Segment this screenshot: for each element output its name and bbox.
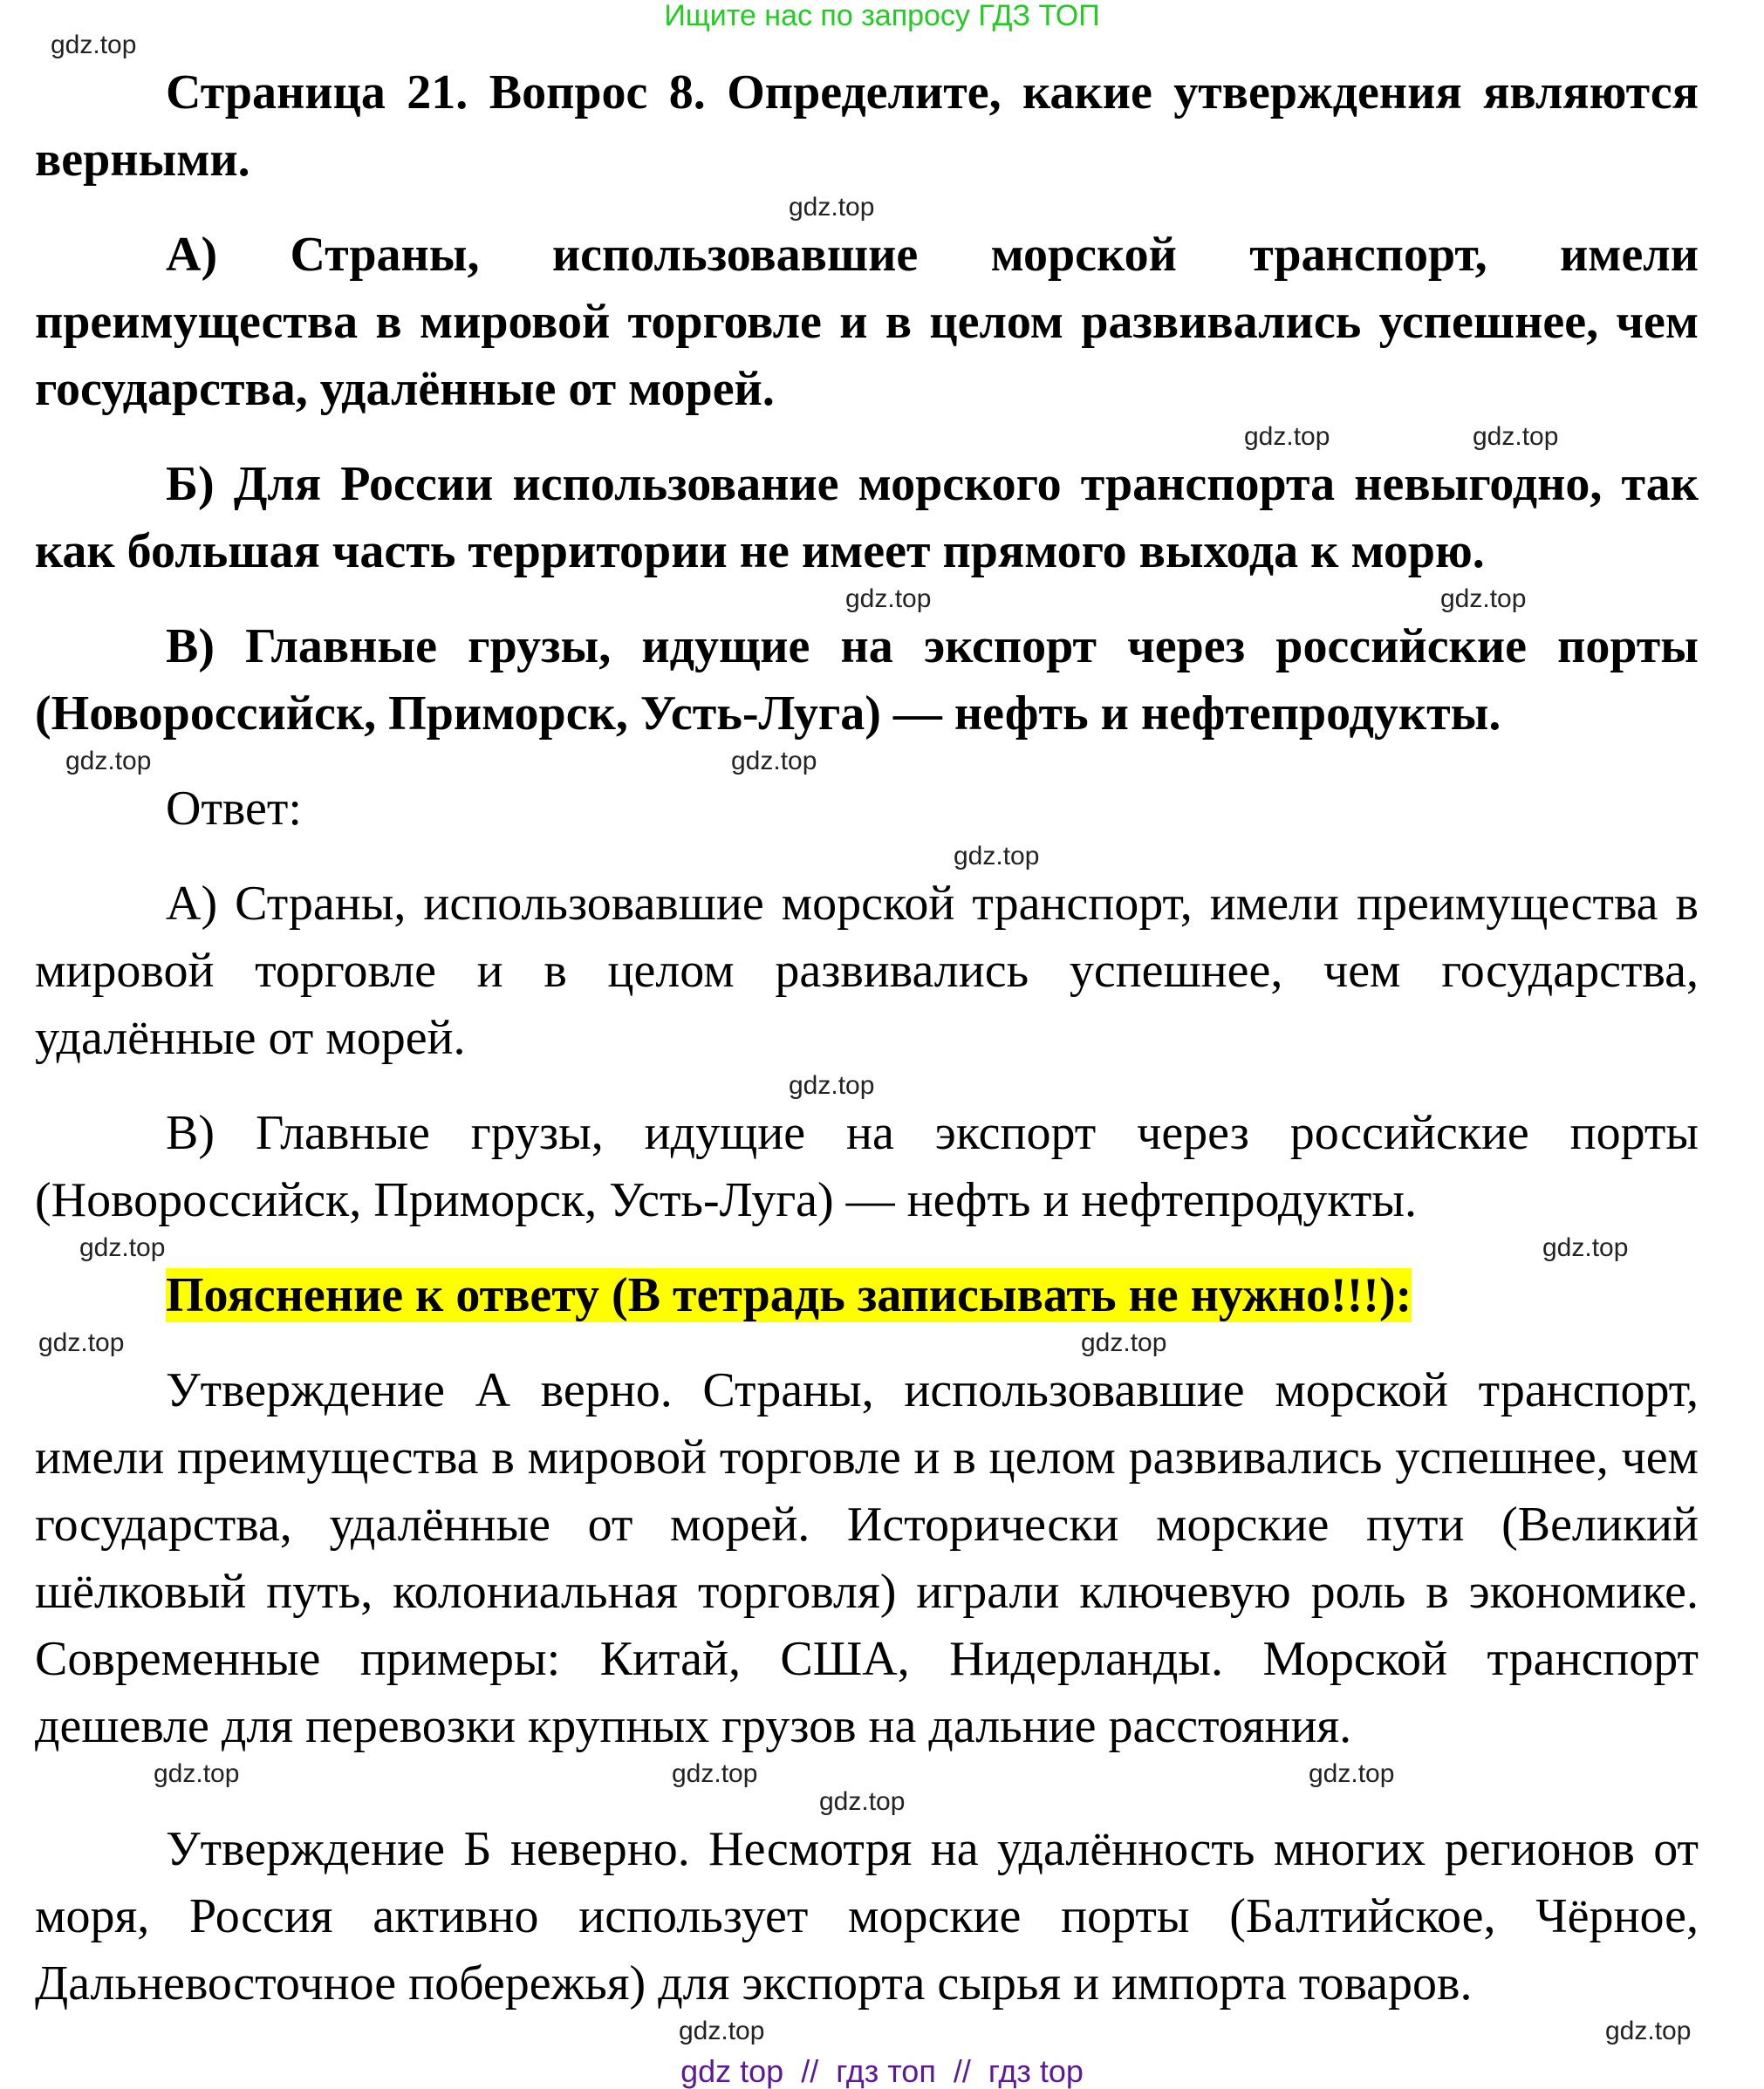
footer-watermark: gdz top // гдз топ // гдз top [680, 2053, 1084, 2089]
watermark-row [35, 748, 1699, 775]
watermark-row [35, 585, 1699, 613]
watermark: gdz.top [1473, 422, 1559, 451]
watermark: gdz.top [789, 193, 875, 222]
watermark: gdz.top [845, 584, 932, 613]
statement-v: В) Главные грузы, идущие на экспорт через российские порты (Новороссийск, Приморск, Усть-Луга) — нефть и нефтепродукты. [35, 619, 1699, 741]
watermark-row [35, 1760, 1699, 1788]
watermark: gdz.top [1605, 2017, 1692, 2045]
watermark-row [35, 31, 1699, 59]
explanation-heading: Пояснение к ответу (В тетрадь записывать не нужно!!!): [166, 1268, 1412, 1322]
answer-label: Ответ: [166, 782, 302, 836]
watermark: gdz.top [819, 1787, 906, 1816]
explanation-heading-line [35, 1262, 1699, 1329]
question-title: Страница 21. Вопрос 8. Определите, какие утверждения являются верными. [35, 65, 1699, 187]
watermark-row [35, 1329, 1699, 1357]
statement-a: А) Страны, использовавшие морской транспорт, имели преимущества в мировой торговле и в целом развивались успешнее, чем государства, удалённые от морей. [35, 228, 1699, 416]
watermark-row [35, 423, 1699, 451]
watermark: gdz.top [1081, 1328, 1167, 1357]
watermark-row [35, 1234, 1699, 1262]
watermark: gdz.top [51, 31, 137, 59]
watermark: gdz.top [65, 747, 152, 775]
explanation-a: Утверждение А верно. Страны, использовавшие морской транспорт, имели преимущества в мировой торговле и в целом развивались успешнее, чем государства, удалённые от морей. Исторически морские пути (Великий шёлковый путь, колониальная торговля) играли ключевую роль в экономике. Современные примеры: Китай, США, Нидерланды. Морской транспорт дешевле для перевозки крупных грузов на дальние расстояния. [35, 1363, 1699, 1753]
watermark: gdz.top [1244, 422, 1330, 451]
answer-v: В) Главные грузы, идущие на экспорт через российские порты (Новороссийск, Приморск, Усть-Луга) — нефть и нефтепродукты. [35, 1106, 1699, 1227]
watermark: gdz.top [679, 2017, 765, 2045]
watermark-row [35, 1788, 1699, 1816]
answer-a: А) Страны, использовавшие морской транспорт, имели преимущества в мировой торговле и в целом развивались успешнее, чем государства, удалённые от морей. [35, 877, 1699, 1065]
watermark: gdz.top [79, 1233, 166, 1262]
watermark-row [35, 2017, 1699, 2045]
watermark: gdz.top [731, 747, 817, 775]
explanation-b: Утверждение Б неверно. Несмотря на удалённость многих регионов от моря, Россия активно использует морские порты (Балтийское, Чёрное, Дальневосточное побережья) для экспорта сырья и импорта товаров. [35, 1822, 1699, 2010]
search-banner: Ищите нас по запросу ГДЗ ТОП [664, 0, 1100, 32]
watermark: gdz.top [1542, 1233, 1629, 1262]
watermark-row [35, 843, 1699, 870]
watermark: gdz.top [154, 1759, 240, 1788]
statement-b: Б) Для России использование морского транспорта невыгодно, так как большая часть территории не имеет прямого выхода к морю. [35, 457, 1699, 578]
watermark-row [35, 1072, 1699, 1100]
watermark-row [35, 194, 1699, 222]
watermark: gdz.top [1309, 1759, 1395, 1788]
watermark: gdz.top [954, 842, 1040, 870]
watermark: gdz.top [38, 1328, 125, 1357]
watermark: gdz.top [672, 1759, 758, 1788]
watermark: gdz.top [789, 1071, 875, 1100]
watermark: gdz.top [1440, 584, 1527, 613]
